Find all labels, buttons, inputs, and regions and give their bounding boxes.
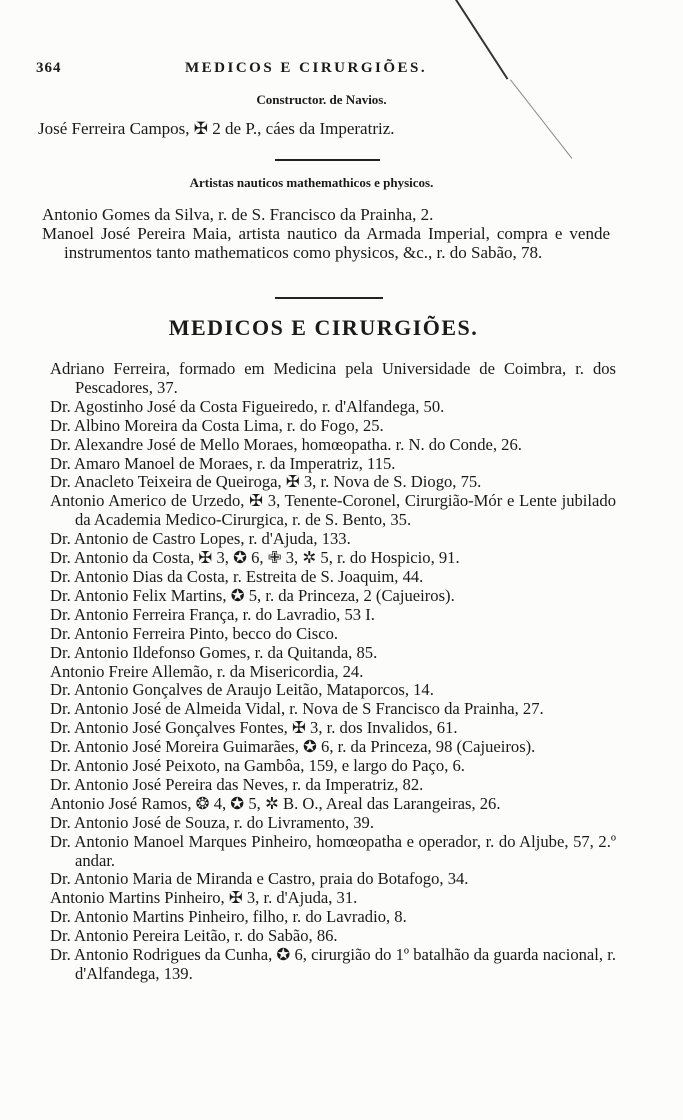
list-item: Dr. Antonio José Moreira Guimarães, ✪ 6, r. da Princeza, 98 (Cajueiros). [50,737,536,757]
list-item: Antonio Americo de Urzedo, ✠ 3, Tenente-Coronel, Cirurgião-Mór e Lente jubilado da Academia Medico-Cirurgica, r. de S. Bento, 35. [50,491,616,530]
section-heading-artistas: Artistas nauticos mathemathicos e physicos. [189,175,434,190]
list-item: Dr. Alexandre José de Mello Moraes, homœopatha. r. N. do Conde, 26. [50,434,522,454]
list-item: Dr. Antonio José Peixoto, na Gambôa, 159, e largo do Paço, 6. [50,756,465,776]
medicos-list [50,360,616,984]
list-item: Dr. Antonio de Castro Lopes, r. d'Ajuda, 133. [50,529,351,549]
list-item: Manoel José Pereira Maia, artista nautico da Armada Imperial, compra e vende instrumentos tanto mathematicos como physicos, &c., r. do Sabão, 78. [42,224,610,262]
list-item: Dr. Antonio Ferreira França, r. do Lavradio, 53 I. [50,604,375,624]
list-item: Antonio Martins Pinheiro, ✠ 3, r. d'Ajuda, 31. [50,888,358,908]
list-item: Dr. Antonio José de Souza, r. do Livramento, 39. [50,812,374,832]
list-item: Dr. Antonio Dias da Costa, r. Estreita de S. Joaquim, 44. [50,566,424,586]
list-item: Dr. Antonio Felix Martins, ✪ 5, r. da Princeza, 2 (Cajueiros). [50,585,455,605]
list-item: Antonio Gomes da Silva, r. de S. Francisco da Prainha, 2. [42,205,434,224]
list-item: Dr. Antonio Gonçalves de Araujo Leitão, Mataporcos, 14. [50,680,434,700]
list-item: Dr. Antonio Martins Pinheiro, filho, r. do Lavradio, 8. [50,907,407,927]
list-item: Dr. Antonio Ferreira Pinto, becco do Cisco. [50,623,339,643]
divider [275,159,380,161]
list-item: Antonio Freire Allemão, r. da Misericordia, 24. [50,661,364,681]
scan-mark [455,0,508,80]
list-item: Dr. Antonio Rodrigues da Cunha, ✪ 6, cirurgião do 1º batalhão da guarda nacional, r. d'Alfandega, 139. [50,945,616,983]
list-item: Dr. Antonio Pereira Leitão, r. do Sabão, 86. [50,926,338,946]
list-item: Dr. Antonio Ildefonso Gomes, r. da Quitanda, 85. [50,642,378,662]
list-item: Dr. Antonio da Costa, ✠ 3, ✪ 6, ✙ 3, ✲ 5, r. do Hospicio, 91. [50,548,460,568]
page-number: 364 [36,60,62,76]
list-item: Dr. Antonio Manoel Marques Pinheiro, homœopatha e operador, r. do Aljube, 57, 2.º andar. [50,831,616,870]
list-item: Dr. Antonio José Pereira das Neves, r. da Imperatriz, 82. [50,774,424,794]
list-item: Dr. Antonio José Gonçalves Fontes, ✠ 3, r. dos Invalidos, 61. [50,718,458,738]
list-item: Dr. Antonio José de Almeida Vidal, r. Nova de S Francisco da Prainha, 27. [50,699,544,719]
list-item: José Ferreira Campos, ✠ 2 de P., cáes da Imperatriz. [38,119,395,138]
list-item: Antonio José Ramos, ❂ 4, ✪ 5, ✲ B. O., Areal das Larangeiras, 26. [50,793,501,813]
section-heading-constructor: Constructor. de Navios. [256,92,387,107]
list-item: Dr. Antonio Maria de Miranda e Castro, praia do Botafogo, 34. [50,869,469,889]
section-title: MEDICOS E CIRURGIÕES. [168,315,479,340]
artistas-list [42,205,610,262]
list-item: Dr. Albino Moreira da Costa Lima, r. do Fogo, 25. [50,415,384,435]
list-item: Dr. Anacleto Teixeira de Queiroga, ✠ 3, r. Nova de S. Diogo, 75. [50,472,482,492]
list-item: Adriano Ferreira, formado em Medicina pela Universidade de Coimbra, r. dos Pescadores, 37. [50,359,616,397]
list-item: Dr. Agostinho José da Costa Figueiredo, r. d'Alfandega, 50. [50,396,445,416]
running-head: MEDICOS E CIRURGIÕES. [185,60,428,76]
list-item: Dr. Amaro Manoel de Moraes, r. da Imperatriz, 115. [50,453,396,473]
divider [275,297,383,299]
